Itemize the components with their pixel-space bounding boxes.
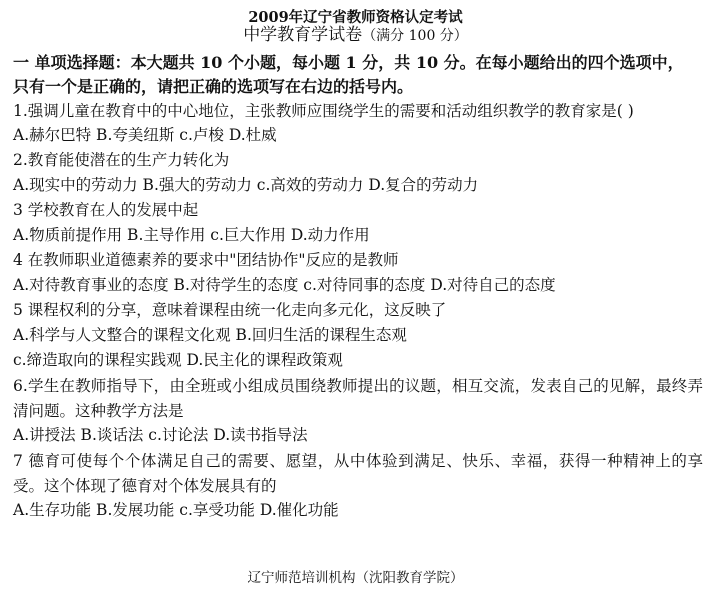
question-6-options: A.讲授法 B.谈话法 c.讨论法 D.读书指导法 — [13, 426, 308, 444]
question-6-stem: 6.学生在教师指导下，由全班或小组成员围绕教师提出的议题，相互交流，发表自己的见解，最终弄清问题。这种教学方法是 — [13, 377, 703, 420]
question-5-stem: 5 课程权利的分享，意味着课程由统一化走向多元化，这反映了 — [13, 301, 447, 319]
exam-subtitle — [0, 25, 711, 46]
question-7-stem: 7 德育可使每个个体满足自己的需要、愿望，从中体验到满足、快乐、幸福，获得一种精神上的享受。这个体现了德育对个体发展具有的 — [13, 452, 703, 495]
section-heading: 一 单项选择题：本大题共 10 个小题，每小题 1 分，共 10 分。在每小题给出的四个选项中，只有一个是正确的，请把正确的选项写在右边的括号内。 — [13, 53, 684, 96]
question-4-stem: 4 在教师职业道德素养的要求中"团结协作"反应的是教师 — [13, 251, 399, 269]
exam-title: 2009年辽宁省教师资格认定考试 — [248, 9, 463, 26]
page-footer: 辽宁师范培训机构（沈阳教育学院） — [247, 570, 464, 586]
question-1-options: A.赫尔巴特 B.夸美纽斯 c.卢梭 D.杜威 — [13, 126, 277, 144]
question-3-stem: 3 学校教育在人的发展中起 — [13, 201, 199, 219]
question-2-stem: 2.教育能使潜在的生产力转化为 — [13, 151, 230, 169]
question-7-options: A.生存功能 B.发展功能 c.享受功能 D.催化功能 — [13, 501, 339, 519]
subject-name: 中学教育学试卷 — [243, 25, 363, 45]
question-5-options-line2: c.缔造取向的课程实践观 D.民主化的课程政策观 — [13, 351, 343, 369]
question-3-options: A.物质前提作用 B.主导作用 c.巨大作用 D.动力作用 — [13, 226, 370, 244]
question-5-options-line1: A.科学与人文整合的课程文化观 B.回归生活的课程生态观 — [13, 326, 407, 344]
score-note: （满分 100 分） — [362, 28, 468, 44]
question-4-options: A.对待教育事业的态度 B.对待学生的态度 c.对待同事的态度 D.对待自己的态度 — [13, 276, 556, 294]
question-2-options: A.现实中的劳动力 B.强大的劳动力 c.高效的劳动力 D.复合的劳动力 — [13, 176, 479, 194]
question-1-stem: 1.强调儿童在教育中的中心地位，主张教师应围绕学生的需要和活动组织教学的教育家是( ) — [13, 102, 634, 120]
